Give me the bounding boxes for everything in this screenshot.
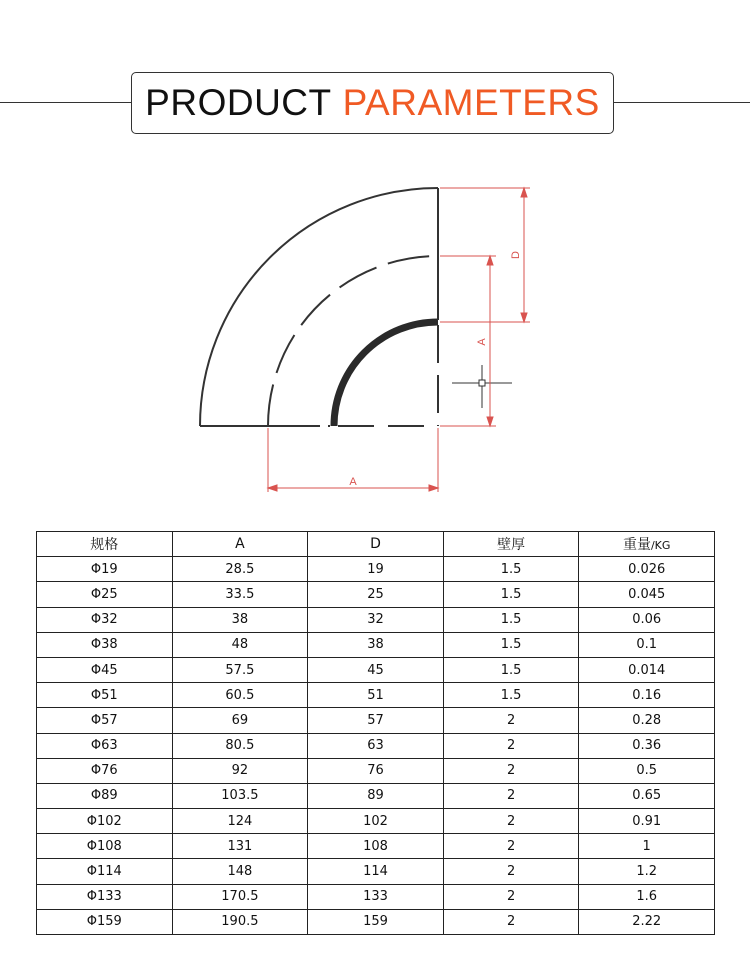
cell-wall-thickness: 2 bbox=[443, 834, 579, 859]
cell-a: 131 bbox=[172, 834, 308, 859]
dim-label-a-horizontal: A bbox=[349, 476, 357, 488]
header-weight bbox=[579, 532, 715, 557]
cell-spec: Φ76 bbox=[37, 758, 173, 783]
cell-d: 159 bbox=[308, 909, 444, 934]
cell-spec: Φ108 bbox=[37, 834, 173, 859]
table-body bbox=[37, 557, 715, 935]
cell-a: 57.5 bbox=[172, 657, 308, 682]
cell-weight: 0.36 bbox=[579, 733, 715, 758]
cell-weight: 0.014 bbox=[579, 657, 715, 682]
cell-a: 80.5 bbox=[172, 733, 308, 758]
cell-d: 114 bbox=[308, 859, 444, 884]
cell-spec: Φ89 bbox=[37, 783, 173, 808]
cell-wall-thickness: 2 bbox=[443, 809, 579, 834]
cell-spec: Φ45 bbox=[37, 657, 173, 682]
table-row bbox=[37, 607, 715, 632]
cell-weight: 1 bbox=[579, 834, 715, 859]
table-row bbox=[37, 884, 715, 909]
table-row bbox=[37, 758, 715, 783]
cell-weight: 1.2 bbox=[579, 859, 715, 884]
cell-spec: Φ51 bbox=[37, 683, 173, 708]
cell-spec: Φ63 bbox=[37, 733, 173, 758]
cell-weight: 0.28 bbox=[579, 708, 715, 733]
table-row bbox=[37, 733, 715, 758]
cell-weight: 0.5 bbox=[579, 758, 715, 783]
cell-a: 48 bbox=[172, 632, 308, 657]
cell-spec: Φ25 bbox=[37, 582, 173, 607]
cell-a: 170.5 bbox=[172, 884, 308, 909]
header-a: A bbox=[172, 532, 308, 557]
cell-wall-thickness: 2 bbox=[443, 859, 579, 884]
elbow-technical-drawing bbox=[0, 160, 750, 510]
cell-weight: 0.06 bbox=[579, 607, 715, 632]
cell-a: 190.5 bbox=[172, 909, 308, 934]
cell-a: 124 bbox=[172, 809, 308, 834]
table-row bbox=[37, 632, 715, 657]
cell-d: 38 bbox=[308, 632, 444, 657]
inner-arc bbox=[334, 322, 438, 426]
table-row bbox=[37, 683, 715, 708]
table-row bbox=[37, 582, 715, 607]
cell-wall-thickness: 1.5 bbox=[443, 607, 579, 632]
center-mark-box bbox=[479, 380, 485, 386]
table-row bbox=[37, 809, 715, 834]
cell-weight: 0.16 bbox=[579, 683, 715, 708]
table-row bbox=[37, 557, 715, 582]
header-wall-thickness: 壁厚 bbox=[443, 532, 579, 557]
cell-wall-thickness: 1.5 bbox=[443, 632, 579, 657]
cell-d: 51 bbox=[308, 683, 444, 708]
cell-wall-thickness: 1.5 bbox=[443, 582, 579, 607]
cell-a: 28.5 bbox=[172, 557, 308, 582]
centerline-arc bbox=[268, 256, 438, 426]
cell-d: 32 bbox=[308, 607, 444, 632]
cell-spec: Φ102 bbox=[37, 809, 173, 834]
cell-d: 45 bbox=[308, 657, 444, 682]
cell-d: 25 bbox=[308, 582, 444, 607]
cell-d: 57 bbox=[308, 708, 444, 733]
cell-wall-thickness: 2 bbox=[443, 909, 579, 934]
cell-a: 33.5 bbox=[172, 582, 308, 607]
cell-a: 103.5 bbox=[172, 783, 308, 808]
header-weight-label: 重量 bbox=[622, 537, 651, 554]
cell-wall-thickness: 2 bbox=[443, 758, 579, 783]
cell-d: 108 bbox=[308, 834, 444, 859]
header-d: D bbox=[308, 532, 444, 557]
dim-label-d: D bbox=[510, 251, 522, 259]
cell-a: 148 bbox=[172, 859, 308, 884]
table-row bbox=[37, 708, 715, 733]
dim-label-a-vertical: A bbox=[476, 338, 488, 346]
cell-spec: Φ114 bbox=[37, 859, 173, 884]
cell-a: 69 bbox=[172, 708, 308, 733]
table-row bbox=[37, 783, 715, 808]
cell-wall-thickness: 2 bbox=[443, 708, 579, 733]
cell-wall-thickness: 1.5 bbox=[443, 683, 579, 708]
header-weight-unit: /KG bbox=[650, 539, 671, 553]
cell-d: 63 bbox=[308, 733, 444, 758]
table-row bbox=[37, 909, 715, 934]
header-rule-right bbox=[614, 102, 750, 103]
cell-d: 89 bbox=[308, 783, 444, 808]
cell-weight: 0.65 bbox=[579, 783, 715, 808]
cell-spec: Φ159 bbox=[37, 909, 173, 934]
cell-wall-thickness: 1.5 bbox=[443, 557, 579, 582]
cell-d: 19 bbox=[308, 557, 444, 582]
title-word-parameters: PARAMETERS bbox=[342, 82, 600, 123]
parameters-table bbox=[36, 531, 715, 935]
cell-spec: Φ57 bbox=[37, 708, 173, 733]
cell-weight: 1.6 bbox=[579, 884, 715, 909]
cell-a: 60.5 bbox=[172, 683, 308, 708]
cell-weight: 0.91 bbox=[579, 809, 715, 834]
cell-d: 102 bbox=[308, 809, 444, 834]
section-title bbox=[131, 72, 614, 134]
header-rule-left bbox=[0, 102, 131, 103]
cell-weight: 0.1 bbox=[579, 632, 715, 657]
cell-spec: Φ19 bbox=[37, 557, 173, 582]
cell-weight: 0.045 bbox=[579, 582, 715, 607]
cell-a: 38 bbox=[172, 607, 308, 632]
cell-d: 133 bbox=[308, 884, 444, 909]
cell-wall-thickness: 2 bbox=[443, 733, 579, 758]
cell-weight: 2.22 bbox=[579, 909, 715, 934]
table-row bbox=[37, 834, 715, 859]
cell-weight: 0.026 bbox=[579, 557, 715, 582]
cell-spec: Φ133 bbox=[37, 884, 173, 909]
outer-arc bbox=[200, 188, 438, 426]
cell-wall-thickness: 2 bbox=[443, 783, 579, 808]
title-word-product: PRODUCT bbox=[145, 82, 332, 123]
cell-d: 76 bbox=[308, 758, 444, 783]
cell-wall-thickness: 1.5 bbox=[443, 657, 579, 682]
table-row bbox=[37, 859, 715, 884]
cell-wall-thickness: 2 bbox=[443, 884, 579, 909]
header-spec: 规格 bbox=[37, 532, 173, 557]
cell-spec: Φ38 bbox=[37, 632, 173, 657]
cell-a: 92 bbox=[172, 758, 308, 783]
cell-spec: Φ32 bbox=[37, 607, 173, 632]
table-row bbox=[37, 657, 715, 682]
table-header-row bbox=[37, 532, 715, 557]
